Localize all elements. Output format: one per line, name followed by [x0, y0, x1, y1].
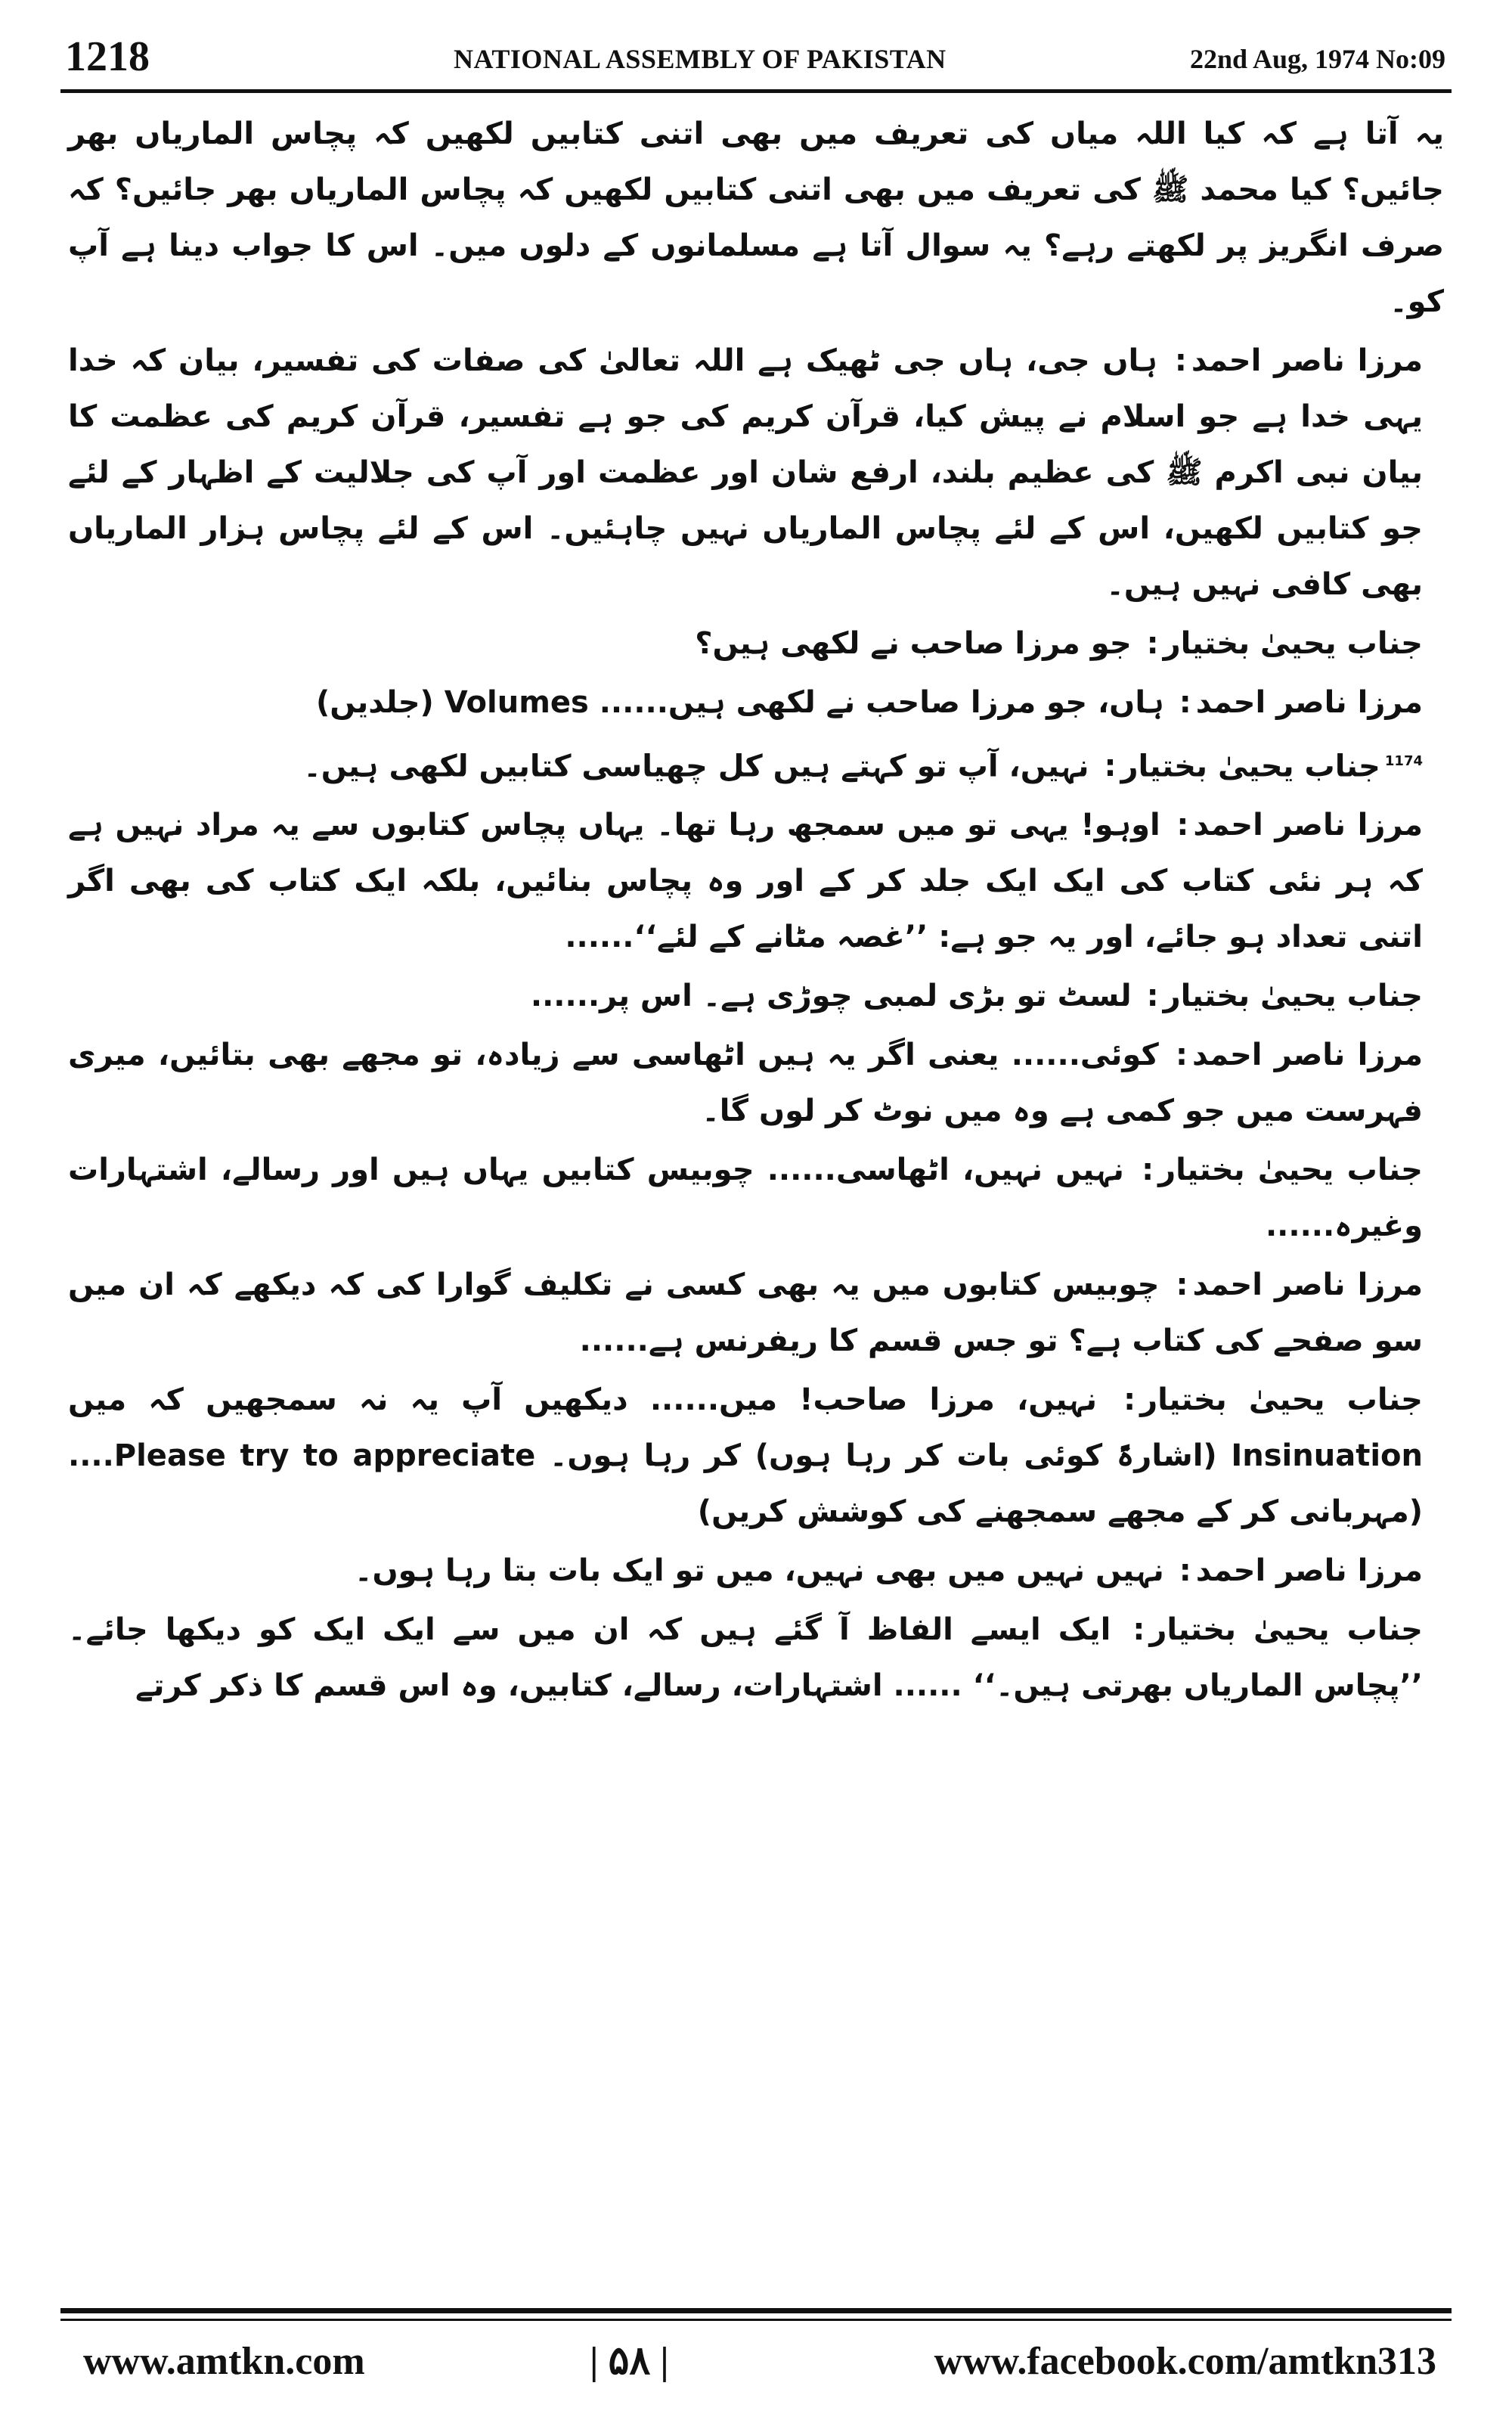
header-title: NATIONAL ASSEMBLY OF PAKISTAN	[454, 44, 947, 74]
paragraph-7: مرزا ناصر احمد: کوئی...... یعنی اگر یہ ہیں اٹھاسی سے زیادہ، تو مجھے بھی بتائیں، میری فہرست میں جو کمی ہے وہ میں نوٹ کر لوں گا۔	[68, 1038, 1423, 1129]
speaker-name: جناب یحییٰ بختیار	[1158, 1153, 1423, 1188]
page-header	[60, 30, 1452, 83]
footer-rule	[60, 2308, 1452, 2313]
speaker-name: مرزا ناصر احمد	[1195, 1553, 1423, 1589]
speaker-name: مرزا ناصر احمد	[1191, 343, 1423, 378]
paragraph-text: نہیں، مرزا صاحب! میں...... دیکھیں آپ یہ نہ سمجھیں کہ میں Insinuation (اشارۃً کوئی بات کر رہا ہوں) کر رہا ہوں۔ Please try to appreciate.... (مہربانی کر کے مجھے سمجھنے کی کوشش کریں)	[68, 1382, 1424, 1530]
paragraph-text: ہاں جی، ہاں جی ٹھیک ہے اللہ تعالیٰ کی صفات کی تفسیر، بیان کہ خدا یہی خدا ہے جو اسلام نے پیش کیا، قرآن کریم کی جو ہے تفسیر، قرآن کریم کی عظمت کا بیان نبی اکرم ﷺ کی عظیم بلند، ارفع شان اور عظمت اور آپ کی جلالیت کے اظہار کے لئے جو کتابیں لکھیں، اس کے لئے پچاس الماریاں نہیں چاہئیں۔ اس کے لئے پچاس ہزار الماریاں بھی کافی نہیں ہیں۔	[68, 343, 1423, 602]
speaker-name: مرزا ناصر احمد	[1195, 685, 1423, 720]
paragraph-11: مرزا ناصر احمد: نہیں نہیں میں بھی نہیں، میں تو ایک بات بتا رہا ہوں۔	[355, 1553, 1423, 1589]
speaker-name: جناب یحییٰ بختیار	[1163, 979, 1423, 1014]
paragraph-text: ایک ایسے الفاظ آ گئے ہیں کہ ان میں سے ایک ایک کو دیکھا جائے۔ ’’پچاس الماریاں بھرتی ہیں۔‘‘ ...... اشتہارات، رسالے، کتابیں، وہ اس قسم کا ذکر کرتے	[68, 1612, 1423, 1704]
paragraph-text: نہیں نہیں، اٹھاسی...... چوبیس کتابیں یہاں ہیں اور رسالے، اشتہارات وغیرہ......	[68, 1153, 1423, 1244]
paragraph-text: لسٹ تو بڑی لمبی چوڑی ہے۔ اس پر......	[530, 979, 1132, 1014]
paragraph-text: کوئی...... یعنی اگر یہ ہیں اٹھاسی سے زیادہ، تو مجھے بھی بتائیں، میری فہرست میں جو کمی ہے وہ میں نوٹ کر لوں گا۔	[68, 1038, 1423, 1129]
paragraph-5: مرزا ناصر احمد: اوہو! یہی تو میں سمجھ رہا تھا۔ یہاں پچاس کتابوں سے یہ مراد نہیں ہے کہ ہر نئی کتاب کی ایک ایک جلد کر کے اور وہ پچاس بنائیں، بلکہ ایک کتاب کی بھی اگر اتنی تعداد ہو جائے، اور یہ جو ہے: ’’غصہ مٹانے کے لئے‘‘......	[68, 808, 1423, 955]
paragraph-10: جناب یحییٰ بختیار: نہیں، مرزا صاحب! میں...... دیکھیں آپ یہ نہ سمجھیں کہ میں Insinuation (اشارۃً کوئی بات کر رہا ہوں) کر رہا ہوں۔ Please try to appreciate.... (مہربانی کر کے مجھے سمجھنے کی کوشش کریں)	[68, 1382, 1424, 1530]
urdu-page-number: | ۵۸ |	[590, 2340, 669, 2383]
paragraph-4: $^{1174}$جناب یحییٰ بختیار: نہیں، آپ تو کہتے ہیں کل چھیاسی کتابیں لکھی ہیں۔	[303, 749, 1423, 784]
website-link[interactable]: www.amtkn.com	[83, 2340, 365, 2383]
facebook-link[interactable]: www.facebook.com/amtkn313	[934, 2340, 1436, 2383]
speaker-name: مرزا ناصر احمد	[1193, 808, 1423, 843]
speaker-name: مرزا ناصر احمد	[1192, 1038, 1423, 1073]
paragraph-0	[68, 106, 1444, 330]
speaker-name: مرزا ناصر احمد	[1192, 1267, 1423, 1303]
original-page-marker: 1174	[1384, 753, 1423, 769]
paragraph-9: مرزا ناصر احمد: چوبیس کتابوں میں یہ بھی کسی نے تکلیف گوارا کی کہ دیکھے کہ ان میں سو صفحے کی کتاب ہے؟ تو جس قسم کا ریفرنس ہے......	[68, 1267, 1423, 1359]
paragraph-1: مرزا ناصر احمد: ہاں جی، ہاں جی ٹھیک ہے اللہ تعالیٰ کی صفات کی تفسیر، بیان کہ خدا یہی خدا ہے جو اسلام نے پیش کیا، قرآن کریم کی جو ہے تفسیر، قرآن کریم کی عظمت کا بیان نبی اکرم ﷺ کی عظیم بلند، ارفع شان اور عظمت اور آپ کی جلالیت کے اظہار کے لئے جو کتابیں لکھیں، اس کے لئے پچاس الماریاں نہیں چاہئیں۔ اس کے لئے پچاس ہزار الماریاں بھی کافی نہیں ہیں۔	[68, 343, 1423, 602]
paragraph-text: نہیں، آپ تو کہتے ہیں کل چھیاسی کتابیں لکھی ہیں۔	[303, 749, 1089, 784]
speaker-name: جناب یحییٰ بختیار	[1149, 1612, 1423, 1648]
page-number: 1218	[65, 33, 150, 80]
transcript-body	[68, 106, 1444, 2284]
paragraph-3: مرزا ناصر احمد: ہاں، جو مرزا صاحب نے لکھی ہیں...... Volumes (جلدیں)	[315, 685, 1423, 720]
paragraph-text: نہیں نہیں میں بھی نہیں، میں تو ایک بات بتا رہا ہوں۔	[355, 1553, 1164, 1589]
paragraph-6: جناب یحییٰ بختیار: لسٹ تو بڑی لمبی چوڑی ہے۔ اس پر......	[530, 979, 1423, 1014]
page-footer	[68, 2328, 1444, 2396]
paragraph-text: یہ آتا ہے کہ کیا اللہ میاں کی تعریف میں بھی اتنی کتابیں لکھیں کہ پچاس الماریاں بھر جائیں؟ کیا محمد ﷺ کی تعریف میں بھی اتنی کتابیں لکھیں کہ پچاس الماریاں بھر جائیں؟ کہ صرف انگریز پر لکھتے رہے؟ یہ سوال آتا ہے مسلمانوں کے دلوں میں۔ اس کا جواب دینا ہے آپ کو۔	[68, 116, 1444, 319]
paragraph-12: جناب یحییٰ بختیار: ایک ایسے الفاظ آ گئے ہیں کہ ان میں سے ایک ایک کو دیکھا جائے۔ ’’پچاس الماریاں بھرتی ہیں۔‘‘ ...... اشتہارات، رسالے، کتابیں، وہ اس قسم کا ذکر کرتے	[68, 1612, 1423, 1704]
header-rule	[60, 89, 1452, 93]
paragraph-text: جو مرزا صاحب نے لکھی ہیں؟	[695, 626, 1132, 661]
paragraph-2: جناب یحییٰ بختیار: جو مرزا صاحب نے لکھی ہیں؟	[695, 626, 1423, 661]
paragraph-text: اوہو! یہی تو میں سمجھ رہا تھا۔ یہاں پچاس کتابوں سے یہ مراد نہیں ہے کہ ہر نئی کتاب کی ایک ایک جلد کر کے اور وہ پچاس بنائیں، بلکہ ایک کتاب کی بھی اگر اتنی تعداد ہو جائے، اور یہ جو ہے: ’’غصہ مٹانے کے لئے‘‘......	[68, 808, 1423, 955]
speaker-name: جناب یحییٰ بختیار	[1120, 749, 1380, 784]
footer-rule-thin	[60, 2319, 1452, 2321]
paragraph-text: ہاں، جو مرزا صاحب نے لکھی ہیں...... Volumes (جلدیں)	[315, 685, 1164, 720]
speaker-name: جناب یحییٰ بختیار	[1140, 1382, 1424, 1418]
paragraph-text: چوبیس کتابوں میں یہ بھی کسی نے تکلیف گوارا کی کہ دیکھے کہ ان میں سو صفحے کی کتاب ہے؟ تو جس قسم کا ریفرنس ہے......	[68, 1267, 1423, 1359]
speaker-name: جناب یحییٰ بختیار	[1163, 626, 1423, 661]
header-date: 22nd Aug, 1974 No:09	[1189, 44, 1445, 74]
paragraph-8: جناب یحییٰ بختیار: نہیں نہیں، اٹھاسی...... چوبیس کتابیں یہاں ہیں اور رسالے، اشتہارات وغیرہ......	[68, 1153, 1423, 1244]
